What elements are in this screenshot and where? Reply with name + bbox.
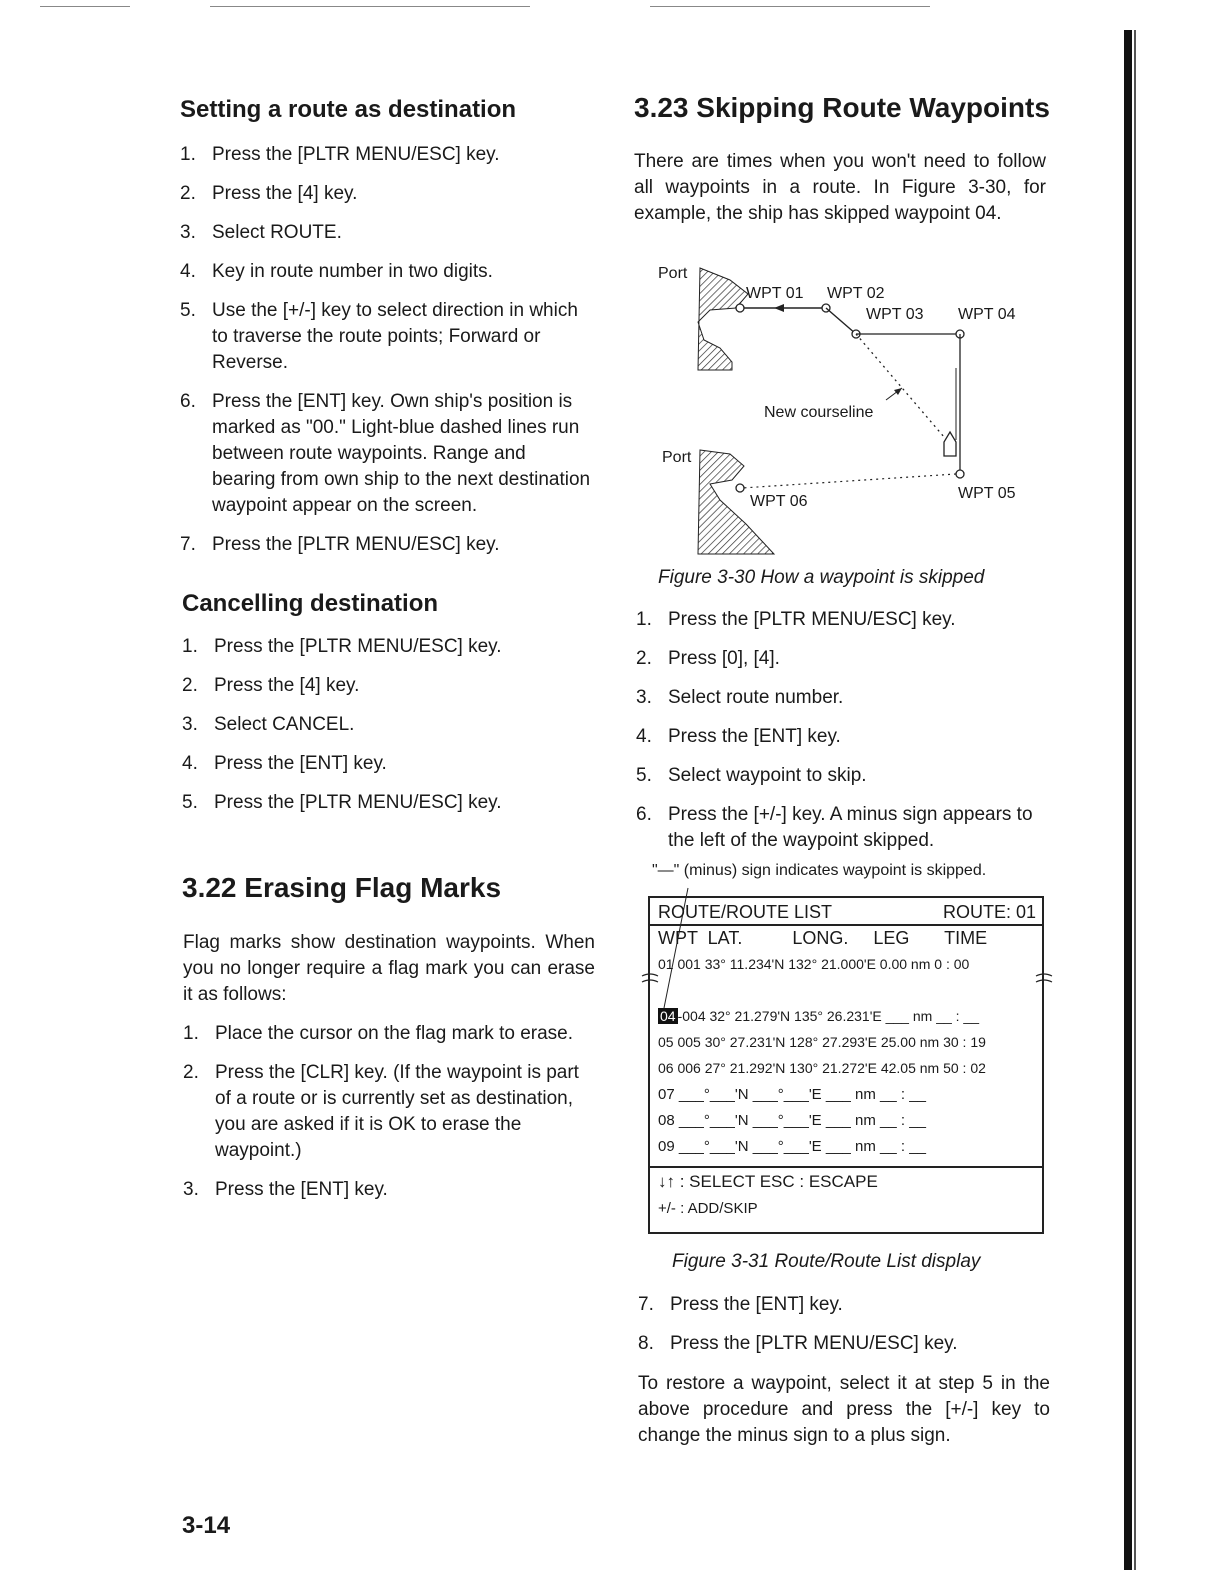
list-item: 2. Press the [4] key. (180, 183, 358, 204)
break-mark-left-path (642, 974, 658, 982)
new-courseline-label: New courseline (764, 404, 874, 421)
list-item: 1. Press the [PLTR MENU/ESC] key. (636, 609, 956, 630)
route-list-screen (648, 896, 1044, 1234)
list-item: 6. Press the [+/-] key. A minus sign appears to the left of the waypoint skipped. (636, 804, 1033, 851)
screen-row-01: 01 001 33° 11.234'N 132° 21.000'E 0.00 nm 0 : 00 (658, 956, 970, 972)
restore-waypoint-text: To restore a waypoint, select it at step 5 in the above procedure and press the [+/-] key to change the minus sign to a plus sign. (638, 1373, 1050, 1446)
erase-flags-heading: 3.22 Erasing Flag Marks (182, 872, 502, 903)
list-item: 5. Use the [+/-] key to select direction in which to traverse the route points; Forward or Reverse. (180, 300, 578, 373)
figure-caption-2: Figure 3-31 Route/Route List display (672, 1251, 981, 1272)
cancel-dest-steps (182, 634, 594, 816)
list-item: 2. Press [0], [4]. (636, 648, 780, 669)
wpt06-label: WPT 06 (750, 493, 808, 510)
screen-footer-select: ↓↑ : SELECT ESC : ESCAPE (658, 1172, 878, 1191)
screen-row-04[interactable] (658, 1008, 1034, 1024)
list-item: 1. Press the [PLTR MENU/ESC] key. (182, 636, 502, 657)
list-item: 4. Press the [ENT] key. (636, 726, 841, 747)
new-courseline (856, 334, 950, 444)
minus-sign-note: "—" (minus) sign indicates waypoint is skipped. (652, 862, 987, 879)
screen-row-05[interactable]: 05 005 30° 27.231'N 128° 27.293'E 25.00 nm 30 : 19 (658, 1034, 986, 1050)
figure-caption-1: Figure 3-30 How a waypoint is skipped (658, 567, 985, 588)
list-item: 4. Press the [ENT] key. (182, 753, 387, 774)
route-leg (826, 308, 856, 334)
screen-column-headers: WPT LAT. LONG. LEG TIME (658, 928, 988, 948)
erase-flags-steps (183, 1021, 595, 1203)
list-item: 1. Place the cursor on the flag mark to erase. (183, 1023, 574, 1044)
list-item: 5. Select waypoint to skip. (636, 765, 867, 786)
list-item: 8. Press the [PLTR MENU/ESC] key. (638, 1333, 958, 1354)
screen-row-08[interactable]: 08 ___°___'N ___°___'E ___ nm __ : __ (658, 1112, 926, 1129)
skip-steps-b (638, 1292, 1050, 1357)
screen-row-09[interactable]: 09 ___°___'N ___°___'E ___ nm __ : __ (658, 1138, 926, 1155)
break-mark-right-path (1036, 974, 1052, 982)
land-top (698, 268, 748, 370)
skip-steps-a (636, 607, 1048, 854)
screen-route-number: ROUTE: 01 (942, 902, 1036, 922)
screen-title: ROUTE/ROUTE LIST (658, 902, 833, 922)
break-mark-right (1034, 970, 1054, 990)
cursor-highlight: 04 (660, 1008, 676, 1024)
skip-waypoints-heading: 3.23 Skipping Route Waypoints (634, 92, 1050, 123)
wpt01-label: WPT 01 (746, 285, 804, 302)
erase-flags-intro: Flag marks show destination waypoints. When you no longer require a flag mark you can erase it as follows: (183, 932, 595, 1005)
list-item: 7. Press the [ENT] key. (638, 1294, 843, 1315)
list-item: 4. Key in route number in two digits. (180, 261, 493, 282)
ship-icon (944, 432, 956, 456)
list-item: 3. Select route number. (636, 687, 844, 708)
screen-divider (650, 1166, 1042, 1168)
list-item: 2. Press the [CLR] key. (If the waypoint is part of a route or is currently set as destination, you are asked if it is OK to erase the waypoint.) (183, 1062, 579, 1161)
route-dest-steps (180, 142, 592, 558)
list-item: 3. Press the [ENT] key. (183, 1179, 388, 1200)
list-item: 3. Select CANCEL. (182, 714, 355, 735)
list-item: 7. Press the [PLTR MENU/ESC] key. (180, 534, 500, 555)
direction-arrow (774, 304, 784, 312)
wpt03-label: WPT 03 (866, 306, 924, 323)
screen-row-04-text: -004 32° 21.279'N 135° 26.231'E ___ nm __ : __ (677, 1008, 980, 1024)
wpt06-marker (736, 484, 744, 492)
page-number: 3-14 (182, 1512, 231, 1539)
scan-edge-bar (1124, 30, 1132, 1570)
route-dest-heading: Setting a route as destination (180, 96, 517, 123)
list-item: 1. Press the [PLTR MENU/ESC] key. (180, 144, 500, 165)
wpt05-label: WPT 05 (958, 485, 1016, 502)
list-item: 5. Press the [PLTR MENU/ESC] key. (182, 792, 502, 813)
scan-top-line (210, 6, 530, 7)
port-label-bottom: Port (662, 449, 692, 466)
port-label-top: Port (658, 265, 688, 282)
wpt04-label: WPT 04 (958, 306, 1016, 323)
wpt02-label: WPT 02 (827, 285, 885, 302)
screen-footer-skip: +/- : ADD/SKIP (658, 1200, 758, 1217)
skip-intro: There are times when you won't need to follow all waypoints in a route. In Figure 3-30, for example, the ship has skipped waypoint 04. (634, 151, 1046, 224)
leader-arrow (894, 388, 902, 395)
screen-row-06[interactable]: 06 006 27° 21.292'N 130° 21.272'E 42.05 nm 50 : 02 (658, 1060, 986, 1076)
list-item: 3. Select ROUTE. (180, 222, 342, 243)
scan-edge-bar (1134, 30, 1136, 1570)
screen-divider (650, 924, 1042, 926)
break-mark-left (640, 970, 660, 990)
cancel-dest-heading: Cancelling destination (182, 590, 439, 617)
list-item: 2. Press the [4] key. (182, 675, 360, 696)
list-item: 6. Press the [ENT] key. Own ship's position is marked as "00." Light-blue dashed lines run between route waypoints. Range and bearing from own ship to the next destination waypoint appear on the screen. (180, 391, 591, 516)
scan-top-line (650, 6, 930, 7)
screen-row-07[interactable]: 07 ___°___'N ___°___'E ___ nm __ : __ (658, 1086, 926, 1103)
wpt05-marker (956, 470, 964, 478)
route-leg-dotted (742, 474, 956, 488)
scan-top-line (40, 6, 130, 7)
wpt01-marker (736, 304, 744, 312)
